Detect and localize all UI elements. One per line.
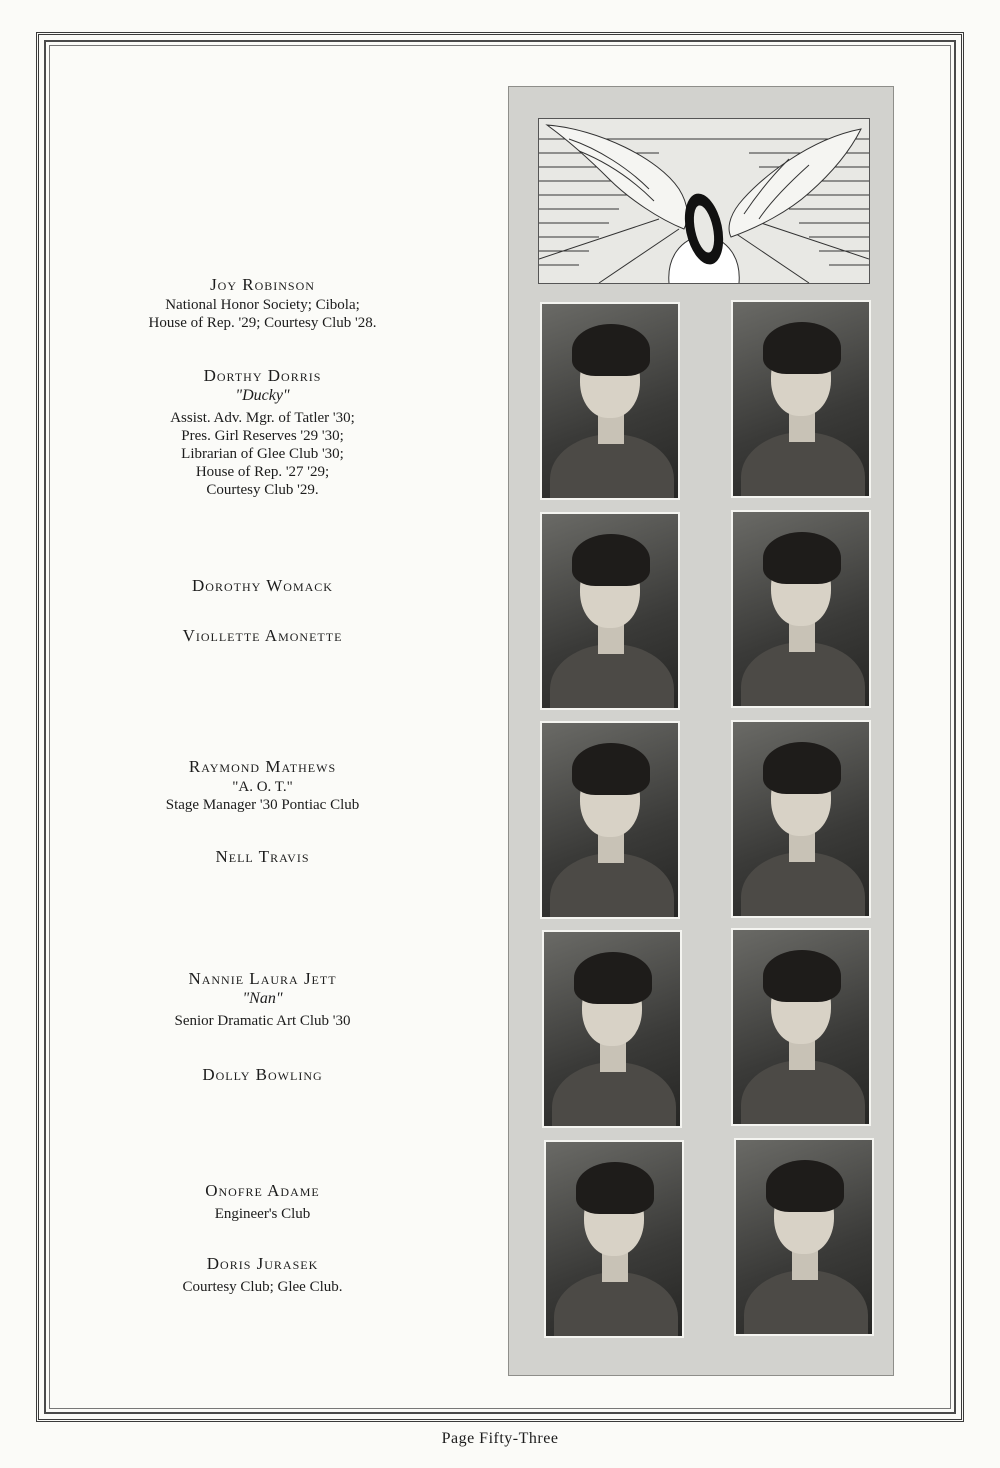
student-nickname: "Nan" xyxy=(242,990,283,1007)
student-activity: National Honor Society; Cibola; xyxy=(165,297,360,313)
student-nickname: "Ducky" xyxy=(235,387,290,404)
portrait-photo xyxy=(731,510,871,708)
entry-joy-robinson xyxy=(90,274,435,332)
entry-nell-travis xyxy=(90,846,435,868)
portrait-photo xyxy=(540,721,680,919)
student-activity: Courtesy Club '29. xyxy=(206,482,319,498)
student-name: Nannie Laura Jett xyxy=(188,969,337,988)
entry-dolly-bowling xyxy=(90,1064,435,1086)
student-activity: Engineer's Club xyxy=(214,1206,311,1222)
student-activity: Stage Manager '30 Pontiac Club xyxy=(165,797,360,813)
portrait-photo xyxy=(731,300,871,498)
entry-viollette-amonette xyxy=(90,625,435,647)
student-name: Onofre Adame xyxy=(205,1181,320,1200)
student-name: Dolly Bowling xyxy=(202,1065,323,1084)
page-number: Page Fifty-Three xyxy=(441,1430,559,1447)
student-nickname: "A. O. T." xyxy=(232,779,293,795)
entry-raymond-mathews xyxy=(90,756,435,814)
student-name: Nell Travis xyxy=(215,847,310,866)
student-activity: Senior Dramatic Art Club '30 xyxy=(174,1013,351,1029)
student-activity: House of Rep. '29; Courtesy Club '28. xyxy=(148,315,377,331)
portrait-photo xyxy=(544,1140,684,1338)
portrait-photo xyxy=(734,1138,874,1336)
student-name: Raymond Mathews xyxy=(188,757,337,776)
student-name: Dorthy Dorris xyxy=(203,366,322,385)
student-activity: Courtesy Club; Glee Club. xyxy=(182,1279,343,1295)
student-name: Doris Jurasek xyxy=(206,1254,319,1273)
portrait-photo xyxy=(542,930,682,1128)
portrait-photo xyxy=(731,928,871,1126)
student-activity: Librarian of Glee Club '30; xyxy=(181,446,344,462)
portrait-photo xyxy=(731,720,871,918)
student-activity: Assist. Adv. Mgr. of Tatler '30; xyxy=(170,410,355,426)
winged-wheel-emblem xyxy=(538,118,870,284)
entry-dorthy-dorris xyxy=(90,365,435,499)
entry-onofre-adame xyxy=(90,1180,435,1223)
student-name: Joy Robinson xyxy=(210,275,315,294)
student-activity: Pres. Girl Reserves '29 '30; xyxy=(181,428,344,444)
student-name: Dorothy Womack xyxy=(192,576,333,595)
entry-dorothy-womack xyxy=(90,575,435,597)
entry-doris-jurasek xyxy=(90,1253,435,1296)
student-name: Viollette Amonette xyxy=(182,626,343,645)
portrait-photo xyxy=(540,302,680,500)
student-activity: House of Rep. '27 '29; xyxy=(195,464,330,480)
portrait-photo xyxy=(540,512,680,710)
entry-nannie-laura-jett xyxy=(90,968,435,1030)
